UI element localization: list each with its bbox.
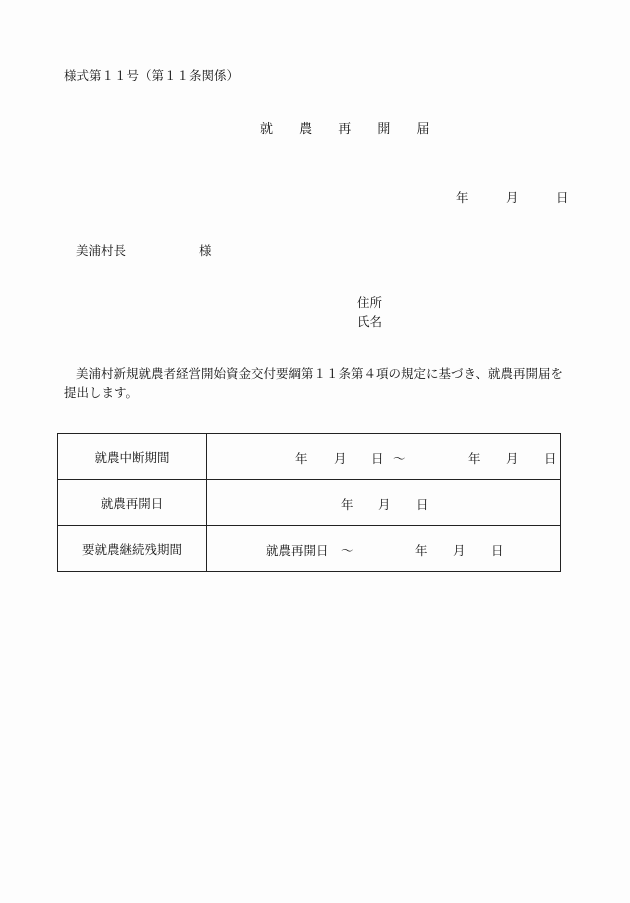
form-number: 様式第１１号（第１１条関係） [64, 68, 240, 83]
month-label: 月 [378, 497, 391, 512]
row-label: 就農再開日 [58, 480, 207, 526]
resumption-date-prefix: 就農再開日 [266, 543, 329, 558]
address-label: 住所 [357, 295, 383, 310]
document-title: 就 農 再 開 届 [260, 122, 441, 137]
resumption-table [57, 433, 561, 572]
date-month-label: 月 [506, 190, 519, 205]
table-row-resumption-date [58, 480, 561, 526]
year-label: 年 [295, 451, 308, 466]
year-label: 年 [415, 543, 428, 558]
month-label: 月 [453, 543, 466, 558]
row-label: 就農中断期間 [58, 434, 207, 480]
day-label: 日 [416, 497, 429, 512]
name-label: 氏名 [357, 314, 383, 329]
day-label: 日 [544, 451, 557, 466]
month-label: 月 [506, 451, 519, 466]
table-row-remaining-period [58, 526, 561, 572]
day-label: 日 [371, 451, 384, 466]
table-row-suspension-period [58, 434, 561, 480]
suspension-period-cell [207, 434, 561, 480]
addressee-honorific: 様 [199, 243, 212, 258]
body-text: 美浦村新規就農者経営開始資金交付要綱第１１条第４項の規定に基づき、就農再開届を提出します。 [64, 366, 564, 400]
month-label: 月 [334, 451, 347, 466]
row-label: 要就農継続残期間 [58, 526, 207, 572]
tilde: ～ [341, 543, 354, 558]
resumption-date-cell [207, 480, 561, 526]
addressee-name: 美浦村長 [76, 243, 127, 258]
remaining-period-cell [207, 526, 561, 572]
year-label: 年 [468, 451, 481, 466]
date-day-label: 日 [556, 190, 569, 205]
year-label: 年 [341, 497, 354, 512]
date-year-label: 年 [456, 190, 469, 205]
tilde: ～ [393, 451, 406, 466]
day-label: 日 [491, 543, 504, 558]
